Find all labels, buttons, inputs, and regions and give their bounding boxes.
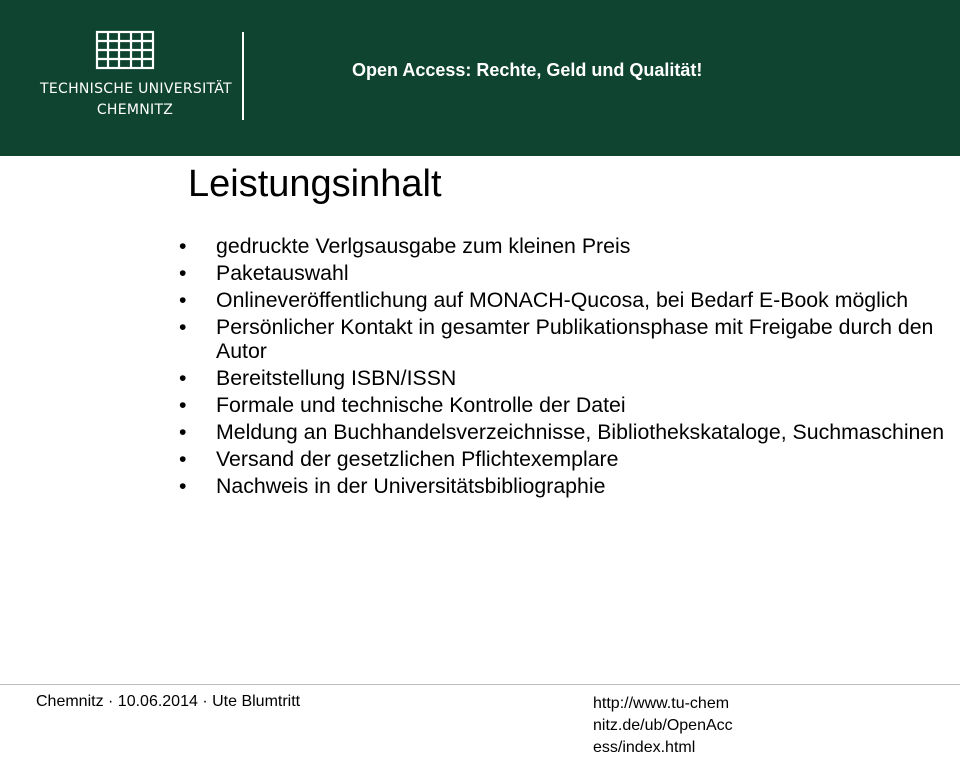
bullet-list — [177, 234, 947, 501]
bullet-marker: • — [179, 288, 187, 312]
bullet-item — [177, 393, 947, 417]
bullet-marker: • — [179, 366, 187, 390]
bullet-marker: • — [179, 234, 187, 258]
bullet-marker: • — [179, 420, 187, 444]
bullet-text: Meldung an Buchhandelsverzeichnisse, Bibliothekskataloge, Suchmaschinen — [216, 420, 945, 444]
bullet-item — [177, 447, 947, 471]
bullet-text: Onlineveröffentlichung auf MONACH-Qucosa, bei Bedarf E-Book möglich — [216, 288, 909, 312]
bullet-text: Nachweis in der Universitätsbibliographie — [216, 474, 606, 498]
header-bar — [0, 0, 960, 156]
logo-text-line1: TECHNISCHE UNIVERSITÄT — [40, 81, 232, 97]
bullet-item — [177, 315, 947, 363]
bullet-text: Persönlicher Kontakt in gesamter Publikationsphase mit Freigabe durch den Autor — [216, 315, 934, 363]
bullet-item — [177, 366, 947, 390]
bullet-item — [177, 474, 947, 498]
logo-text-line2: CHEMNITZ — [96, 102, 174, 118]
bullet-item — [177, 234, 947, 258]
bullet-text: Bereitstellung ISBN/ISSN — [216, 366, 457, 390]
footer-divider — [0, 684, 960, 685]
bullet-marker: • — [179, 261, 187, 285]
bullet-text: gedruckte Verlgsausgabe zum kleinen Preis — [216, 234, 631, 258]
bullet-text: Versand der gesetzlichen Pflichtexemplare — [216, 447, 619, 471]
slide-title: Leistungsinhalt — [188, 163, 442, 205]
bullet-marker: • — [179, 393, 187, 417]
header-divider — [242, 32, 244, 120]
footer-info: Chemnitz · 10.06.2014 · Ute Blumtritt — [36, 693, 301, 710]
bullet-marker: • — [179, 447, 187, 471]
bullet-marker: • — [179, 474, 187, 498]
presentation-title: Open Access: Rechte, Geld und Qualität! — [352, 60, 703, 80]
university-logo — [40, 30, 232, 130]
bullet-item — [177, 420, 947, 444]
bullet-marker: • — [179, 315, 187, 339]
university-building-icon — [95, 30, 155, 70]
bullet-item — [177, 288, 947, 312]
bullet-text: Paketauswahl — [216, 261, 349, 285]
footer-url[interactable]: http://www.tu-chemnitz.de/ub/OpenAccess/index.html — [593, 695, 733, 756]
bullet-item — [177, 261, 947, 285]
bullet-text: Formale und technische Kontrolle der Datei — [216, 393, 626, 417]
